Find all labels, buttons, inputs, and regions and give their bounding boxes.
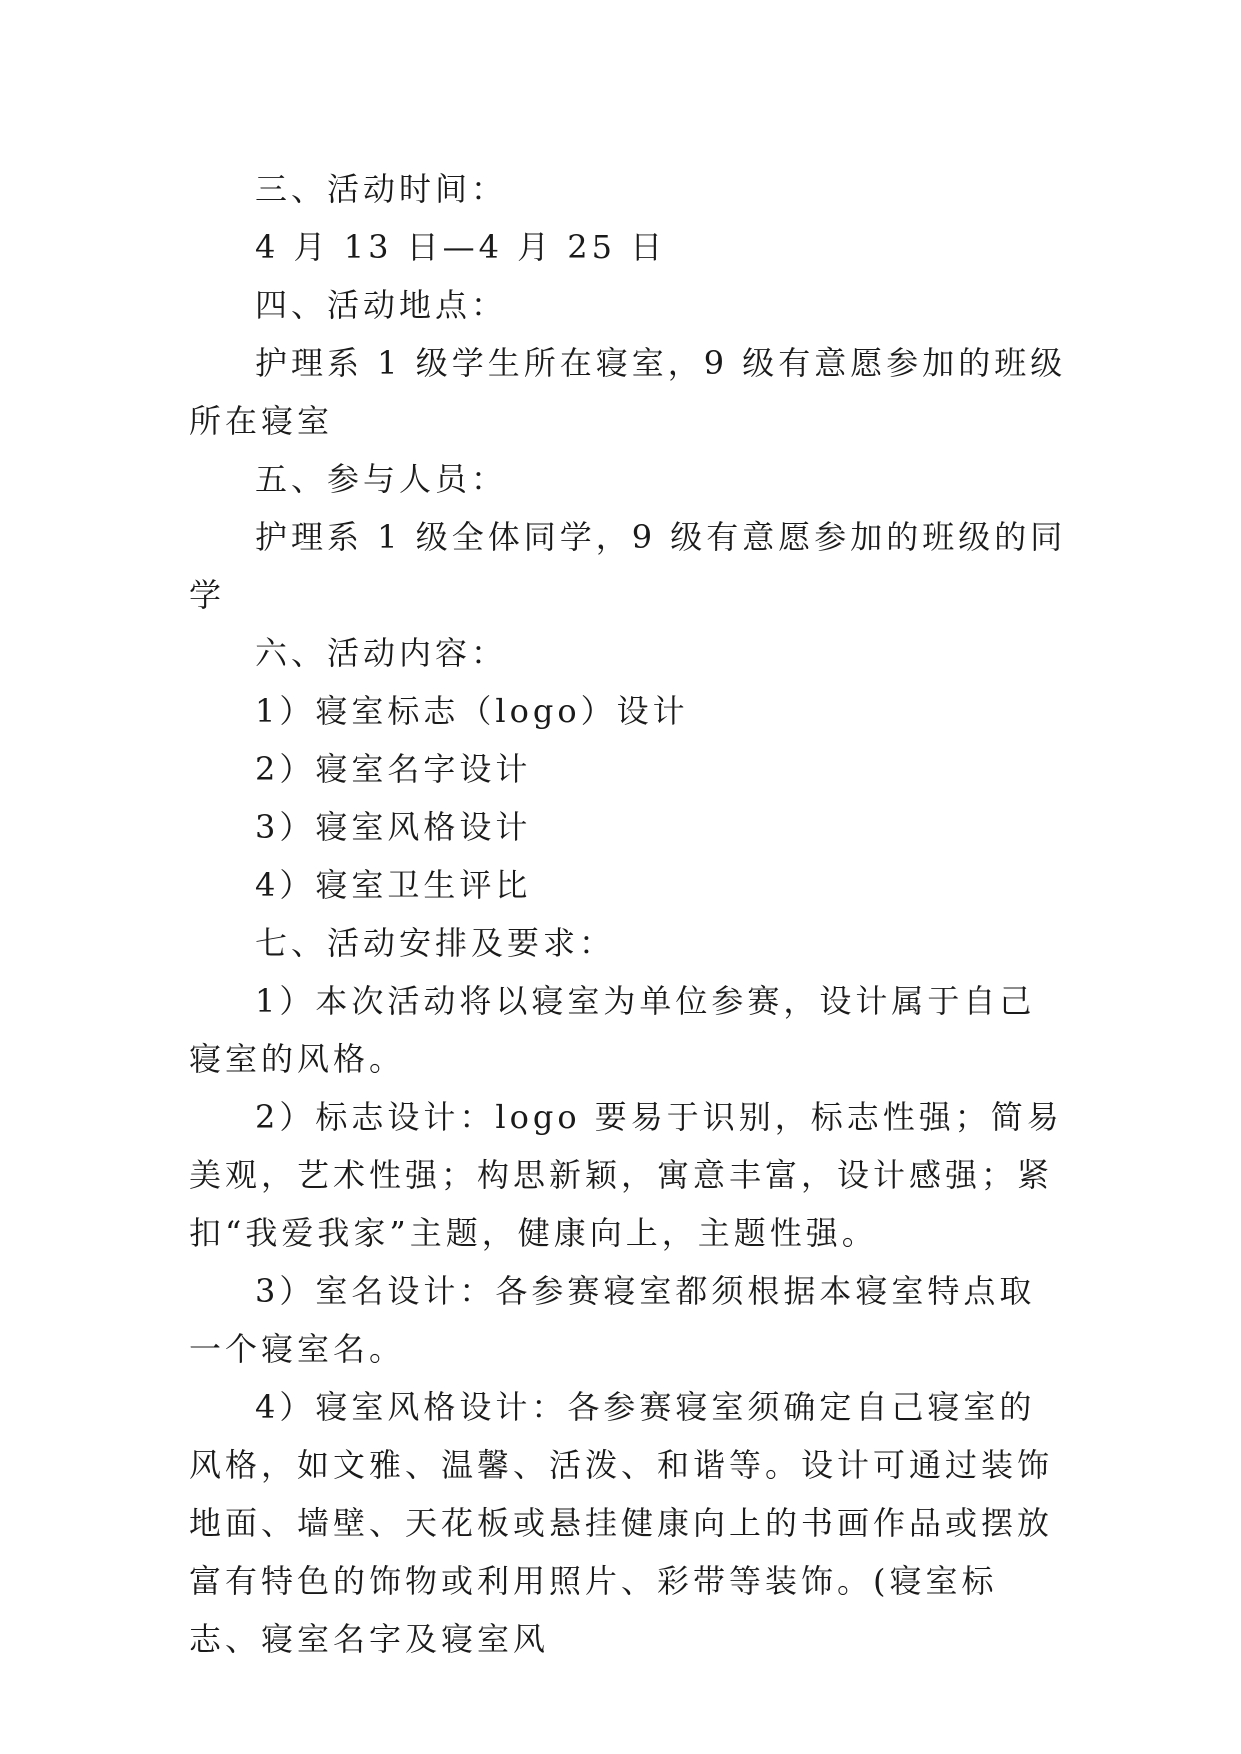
section-heading-arrangement: 七、活动安排及要求： [255,924,616,962]
section-heading-participants: 五、参与人员： [255,460,508,498]
paragraph-location: 护理系 1 级学生所在寝室，9 级有意愿参加的班级所在寝室 [189,344,1067,440]
paragraph-arrangement-4: 4）寝室风格设计：各参赛寝室须确定自己寝室的风格，如文雅、温馨、活泼、和谐等。设计可通过装饰地面、墙壁、天花板或悬挂健康向上的书画作品或摆放富有特色的饰物或利用照片、彩带等装饰。(寝室标志、寝室名字及寝室风 [189,1388,1054,1658]
paragraph-arrangement-3: 3）室名设计：各参赛寝室都须根据本寝室特点取一个寝室名。 [189,1272,1036,1368]
section-heading-content: 六、活动内容： [255,634,508,672]
list-item-content-1: 1）寝室标志（logo）设计 [255,692,689,730]
list-item-content-4: 4）寝室卫生评比 [255,866,532,904]
paragraph-participants: 护理系 1 级全体同学，9 级有意愿参加的班级的同学 [189,518,1067,614]
paragraph-arrangement-2: 2）标志设计：logo 要易于识别，标志性强；简易美观，艺术性强；构思新颖，寓意丰富，设计感强；紧扣“我爱我家”主题，健康向上，主题性强。 [189,1098,1063,1252]
list-item-content-2: 2）寝室名字设计 [255,750,532,788]
section-heading-time: 三、活动时间： [255,170,508,208]
section-heading-location: 四、活动地点： [255,286,508,324]
paragraph-time: 4 月 13 日—4 月 25 日 [255,228,667,266]
document-body [189,160,1069,1668]
paragraph-arrangement-1: 1）本次活动将以寝室为单位参赛，设计属于自己寝室的风格。 [189,982,1036,1078]
list-item-content-3: 3）寝室风格设计 [255,808,532,846]
